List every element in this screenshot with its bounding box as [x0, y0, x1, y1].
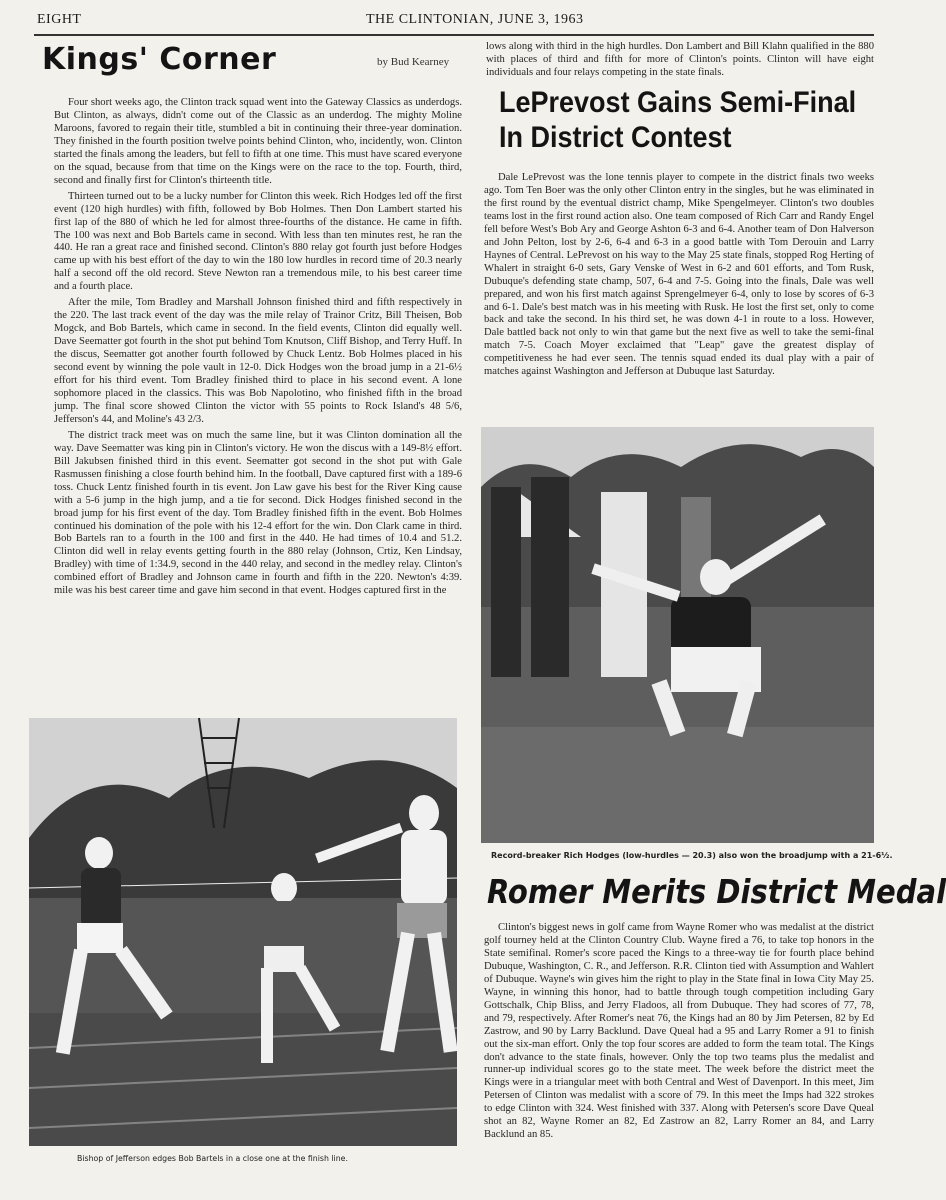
kings-corner-title: Kings' Corner — [42, 42, 277, 77]
header-rule — [34, 34, 874, 36]
hodges-photo-caption: Record-breaker Rich Hodges (low-hurdles — 20.3) also won the broadjump with a 21-6½. — [491, 851, 893, 860]
leprevost-title-line1: LePrevost Gains Semi-Final — [499, 86, 857, 119]
leprevost-body — [484, 172, 874, 420]
romer-paragraph: Clinton's biggest news in golf came from Wayne Romer who was medalist at the district golf tourney held at the Clinton Country Club. Wayne fired a 76, to take top honors in the State semifinal. Romer's score paced the Kings to a three-way tie for fourth place behind Dubuque, Washington, C. R., and Jefferson. R.R. Clinton tied with Assumption and Wahlert of Dubuque. Wayne's win gives him the right to play in the State final in Iowa City May 25. Wayne, in winning this honor, had to battle through tough competition including Gary Gottschalk, Chip Bliss, and Jerry Fladoos, all from Dubuque. They had scores of 77, 78, and 79, respectively. After Romer's neat 76, the Kings had an 80 by Jim Petersen, 82 by Ed Zastrow, and 90 by Larry Backlund. Dave Queal had a 95 and Larry Romer a 91 to finish out the six-man effort. Only the top four scores are added to form the team total. The Kings don't advance to the state finals, however. Only the top two teams plus the medalist and runner-up individual scores go to the state meet. The week before the district meet the Kings were in a triangular meet with both Central and West of Davenport. In this meet, Jim Petersen of Clinton was medalist with a score of 79. In this meet the Imps had 322 strokes to edge Clinton with 324. West finished with 337. Along with Petersen's score Dave Queal shot an 82, Wayne Romer an 82, Ed Zastrow an 82, Larry Romer an 84, and Larry Backlund an 85. — [484, 922, 874, 1141]
kings-corner-paragraph: After the mile, Tom Bradley and Marshall Johnson finished third and fifth respectively in the 220. The last track event of the day was the mile relay of Trainor Critz, Bill Theisen, Bob Mogck, and Bob Bartels, which came in second. In the field events, Clinton did equally well. Dave Seematter got fourth in the shot put behind Tom Knutson, Cliff Bishop, and Terry Huff. In the discus, Seematter got another fourth followed by Chuck Lentz. Bob Holmes placed in his second event by winning the pole vault in 12-0. Dick Hodges won the broad jump in a 21-6½ effort for his third event. Tom Bradley finished third to place in his second event. A lone sophomore placed in the classics. This was Bob Napolotino, who finished fifth in the broad jump. The final score showed Clinton the victor with 55 points to Rock Island's 48 5/6, Jefferson's 44, and Moline's 43 2/3. — [54, 297, 462, 425]
track-continuation-text: lows along with third in the high hurdles. Don Lambert and Bill Klahn qualified in the 880 with places of third and fifth for more of Clinton's points. Clinton will have eight individuals and four relays competing in the state finals. — [486, 41, 874, 78]
romer-body — [484, 922, 874, 1174]
kings-corner-paragraph: The district track meet was on much the same line, but it was Clinton domination all the way. Dave Seematter was king pin in Clinton's victory. He won the discus with a 149-8½ effort. Bill Jakubsen finished third in this event. Seematter got second in the shot put with Gale Rasmussen finishing a close fourth behind him. In the football, Dave captured first with a 189-6 toss. Chuck Lentz finished fourth in tis event. Jon Law gave his best for the River King cause with a 5-6 jump in the high jump, and a tie for second. Dick Hodges finished second in the broad jump for his first event of the day. Tom Bradley finished fifth in the event. Bob Holmes continued his domination of the pole with his 12-4 effort for the win. Don Clark came in third. Bob Bartels ran to a fourth in the 100 and first in the 440. He had times of 10.4 and 51.2. Clinton did well in relay events getting fourth in the 880 relay (Johnson, Crtiz, Ken Lindsay, Bradley) with time of 1:34.9, second in the 440 relay, and second in the medley relay. Clinton's combined effort of Bradley and Johnson came in fourth and fifth in the 220. Newton's 4:39. mile was his best career time and gave him second in that event. Hodges captured first in the — [54, 429, 462, 597]
hodges-broadjump-photo — [481, 427, 874, 843]
romer-title: Romer Merits District Medal — [487, 872, 946, 911]
hodges-broadjump-illustration — [481, 427, 874, 843]
kings-corner-body — [54, 97, 462, 695]
track-finish-photo — [29, 718, 457, 1146]
kings-corner-paragraph: Four short weeks ago, the Clinton track squad went into the Gateway Classics as underdogs. But Clinton, as always, didn't come out of the Classic as an underdog. The mighty Moline Maroons, favored to regain their title, stumbled a bit in continuing their three-year domination. They finished in the fourth position twelve points behind Clinton, who, incidently, won. Clinton started the finals among the leaders, but fell to fifth at one time. This must have scared everyone on the squad, because from that time on the Kings were on the race to the top. Fourth, third, second and finally first for Clinton's thirteenth title. — [54, 97, 462, 186]
track-photo-caption: Bishop of Jefferson edges Bob Bartels in a close one at the finish line. — [77, 1154, 348, 1163]
leprevost-paragraph: Dale LePrevost was the lone tennis player to compete in the district finals two weeks ago. Tom Ten Boer was the only other Clinton entry in the singles, but he was eliminated in the first round by the eventual district champ, Mike Spengelmeyer. Clinton's two doubles teams lost in the first round action also. One team composed of Rich Carr and Randy Engel fell before West's Bob Ary and George Ashton 6-3 and 6-4. Another team of Don Halverson and John Pelton, lost by 2-6, 6-4 and 6-3 in a good battle with Tom Derouin and Larry Haynes of Central. LePrevost on his way to the May 25 state finals, stopped Rog Herting of Whalert in straight 6-0 sets, Gary Venske of West in 6-2 and 601 efforts, and Tom Rusk, Dubuque's defending state champ, 507, 6-4 and 7-5. Going into the finals, Dale was well prepared, and won his first match against Sprengelmeyer 6-4, only to lose by scores of 6-3 and 6-1. Dale's best match was in his meeting with Rusk. He lost the first set, only to come back and take the second. In his third set, he was down 4-1 in route to a loss. However, Dale battled back not only to win that game but the next five as well to take the semi-final match 7-5. Coach Moyer exclaimed that "Leap" gave the greatest display of competitiveness he had ever seen. The tennis squad ended its dual play with a pair of matches against Washington and Jefferson at Dubuque last Saturday. — [484, 172, 874, 378]
track-finish-illustration — [29, 718, 457, 1146]
kings-corner-paragraph: Thirteen turned out to be a lucky number for Clinton this week. Rich Hodges led off the first event (120 high hurdles) with fifth, followed by Bob Holmes. Then Don Lambert started his first lap of the 880 of which he led for almost three-fourths of the distance. He came in fifth. The 100 was next and Bob Bartels came in second. With less than ten minutes rest, he ran the 440. He ran a great race and finished second. Clinton's 880 relay got fourth just before Hodges came up with his best effort of the day to win the 180 low hurdles in record time of 20.3 nearly half a second off the old record. Steve Newton ran a tremendous mile, to his best career time and a fourth place. — [54, 190, 462, 293]
newspaper-dateline: THE CLINTONIAN, JUNE 3, 1963 — [366, 12, 584, 27]
leprevost-title-line2: In District Contest — [499, 121, 732, 154]
page-number: EIGHT — [37, 12, 82, 27]
kings-corner-byline: by Bud Kearney — [377, 56, 450, 68]
